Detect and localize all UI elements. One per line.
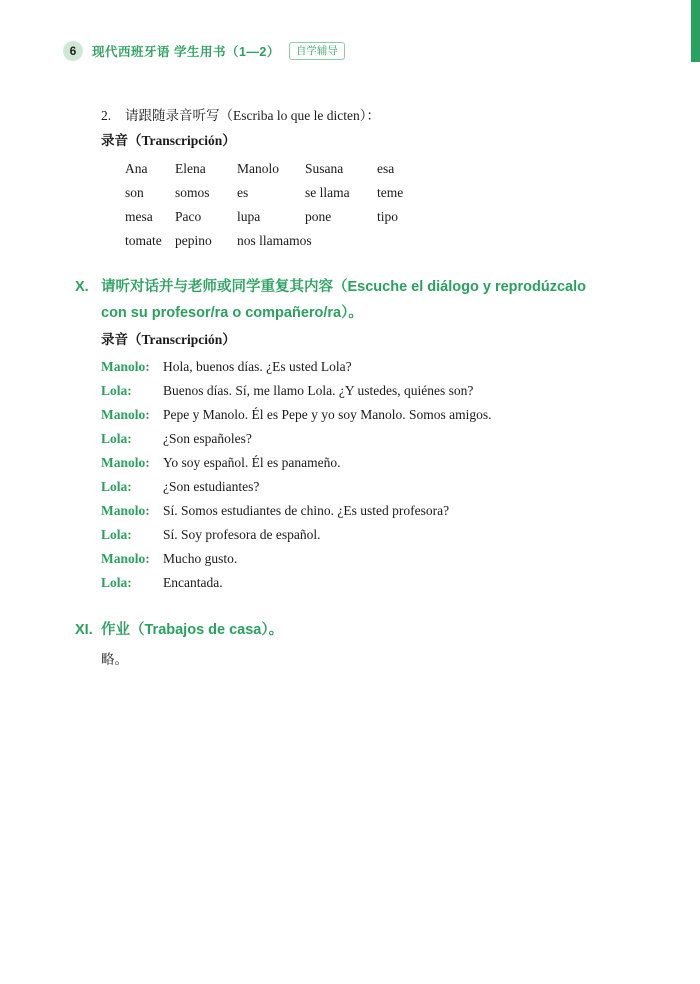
dialogue-text: Sí. Soy profesora de español. — [163, 527, 321, 542]
word-row — [125, 229, 700, 253]
dialogue-line — [101, 403, 700, 427]
homework-title: 作业（Trabajos de casa）。 — [101, 622, 284, 638]
section-listening — [75, 274, 700, 595]
transcription-label: 录音（Transcripción） — [101, 332, 236, 347]
dialogue-text: Hola, buenos días. ¿Es usted Lola? — [163, 359, 352, 374]
dialogue-line — [101, 499, 700, 523]
word: lupa — [237, 209, 261, 224]
speaker-name: Lola: — [101, 431, 132, 446]
book-title: 现代西班牙语 学生用书（1—2） — [92, 45, 280, 59]
dialogue-text: Encantada. — [163, 575, 223, 590]
dictation-heading — [101, 106, 700, 126]
dialogue-text: Sí. Somos estudiantes de chino. ¿Es usted profesora? — [163, 503, 450, 518]
dialogue-text: Pepe y Manolo. Él es Pepe y yo soy Manolo. Somos amigos. — [163, 407, 492, 422]
word: Manolo — [237, 161, 279, 176]
homework-body: 略。 — [101, 652, 128, 667]
listening-heading — [75, 274, 700, 326]
word: somos — [175, 185, 210, 200]
word-row — [125, 181, 700, 205]
page-body — [0, 106, 700, 670]
word: mesa — [125, 209, 153, 224]
speaker-name: Manolo: — [101, 407, 150, 422]
word: se llama — [305, 185, 350, 200]
dialogue-line — [101, 475, 700, 499]
speaker-name: Manolo: — [101, 359, 150, 374]
dictation-title: 请跟随录音听写（Escriba lo que le dicten）： — [125, 108, 380, 123]
header-badge: 自学辅导 — [289, 42, 345, 60]
corner-accent-bar — [691, 0, 700, 62]
section-number: X. — [75, 279, 89, 295]
dialogue-line — [101, 571, 700, 595]
dialogue-line — [101, 451, 700, 475]
word: Elena — [175, 161, 206, 176]
dialogue-line — [101, 547, 700, 571]
speaker-name: Lola: — [101, 383, 132, 398]
word: Paco — [175, 209, 202, 224]
speaker-name: Lola: — [101, 575, 132, 590]
word: teme — [377, 185, 404, 200]
speaker-name: Manolo: — [101, 455, 150, 470]
word: pone — [305, 209, 332, 224]
word: tomate — [125, 233, 162, 248]
dialogue-line — [101, 355, 700, 379]
dialogue-line — [101, 427, 700, 451]
speaker-name: Lola: — [101, 479, 132, 494]
word: tipo — [377, 209, 399, 224]
word: nos llamamos — [237, 233, 312, 248]
dialogue — [101, 355, 700, 595]
word: son — [125, 185, 144, 200]
item-number: 2. — [101, 108, 112, 123]
dialogue-line — [101, 379, 700, 403]
word: pepino — [175, 233, 212, 248]
dialogue-text: ¿Son españoles? — [163, 431, 252, 446]
speaker-name: Manolo: — [101, 551, 150, 566]
speaker-name: Lola: — [101, 527, 132, 542]
dialogue-text: Mucho gusto. — [163, 551, 238, 566]
speaker-name: Manolo: — [101, 503, 150, 518]
word-row — [125, 157, 700, 181]
section-homework — [75, 617, 700, 670]
transcription-label: 录音（Transcripción） — [101, 133, 236, 148]
page-header — [63, 41, 345, 61]
section-dictation — [101, 106, 700, 253]
listening-title: 请听对话并与老师或同学重复其内容（Escuche el diálogo y reprodúzcalo con su profesor/ra o compañero/ra）。 — [101, 279, 587, 321]
dialogue-text: Yo soy español. Él es panameño. — [163, 455, 341, 470]
dialogue-text: Buenos días. Sí, me llamo Lola. ¿Y ustedes, quiénes son? — [163, 383, 474, 398]
section-number: XI. — [75, 622, 93, 638]
word: es — [237, 185, 249, 200]
homework-heading — [75, 617, 700, 643]
word: esa — [377, 161, 395, 176]
dialogue-text: ¿Son estudiantes? — [163, 479, 260, 494]
dialogue-line — [101, 523, 700, 547]
word-row — [125, 205, 700, 229]
page-number: 6 — [63, 41, 83, 61]
word: Ana — [125, 161, 148, 176]
word: Susana — [305, 161, 344, 176]
word-table — [125, 157, 700, 253]
